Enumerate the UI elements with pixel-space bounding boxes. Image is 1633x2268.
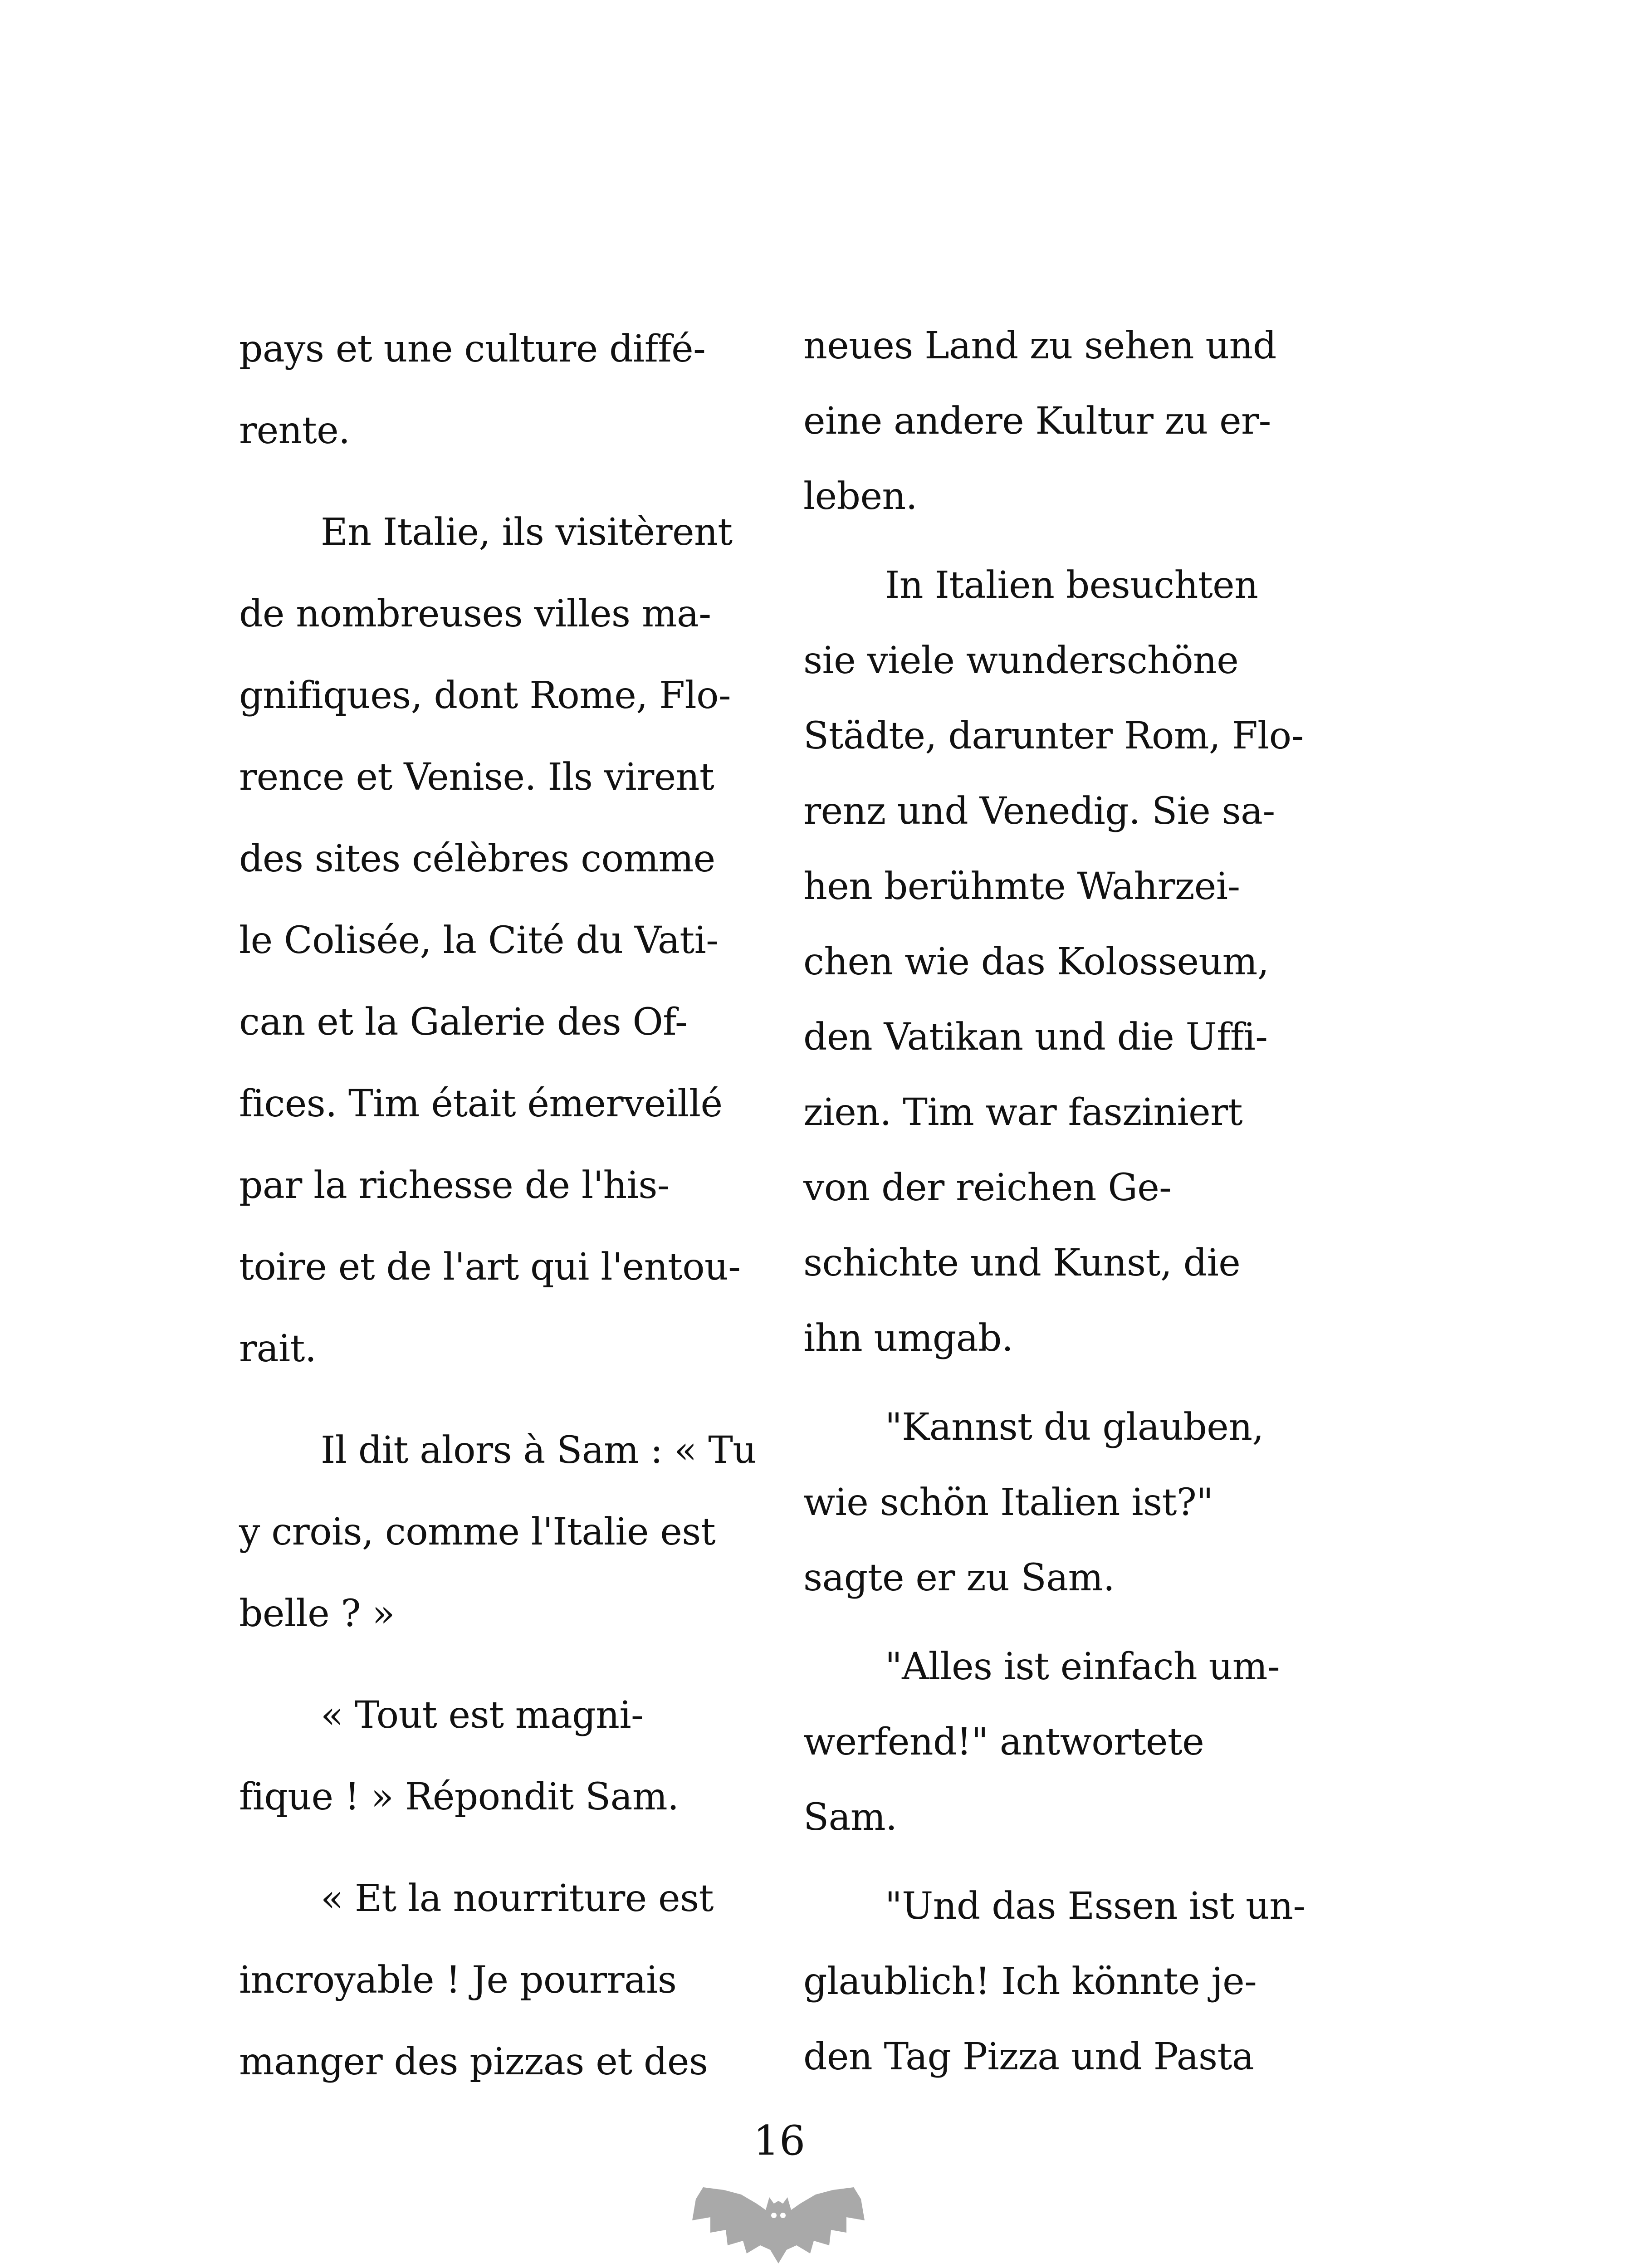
de-line: chen wie das Kolosseum,: [803, 940, 1269, 983]
fr-paragraph-4: [239, 1675, 783, 1838]
fr-line: y crois, comme l'Italie est: [239, 1510, 716, 1554]
de-line: leben.: [803, 475, 918, 518]
fr-line: gnifiques, dont Rome, Flo-: [239, 674, 731, 717]
fr-line: des sites célèbres comme: [239, 837, 715, 880]
fr-line: « Et la nourriture est: [321, 1877, 714, 1920]
de-line: "Kannst du glauben,: [885, 1406, 1264, 1449]
fr-line: rence et Venise. Ils virent: [239, 756, 714, 799]
german-column: [803, 308, 1348, 2108]
de-line: eine andere Kultur zu er-: [803, 400, 1271, 443]
fr-line: manger des pizzas et des: [239, 2040, 708, 2083]
de-line: ihn umgab.: [803, 1317, 1013, 1360]
fr-line: fique ! » Répondit Sam.: [239, 1775, 679, 1818]
de-line: zien. Tim war fasziniert: [803, 1091, 1243, 1134]
fr-line: de nombreuses villes ma-: [239, 592, 711, 635]
de-line: von der reichen Ge-: [803, 1166, 1172, 1209]
de-line: sagte er zu Sam.: [803, 1556, 1115, 1599]
de-line: werfend!" antwortete: [803, 1721, 1204, 1764]
de-paragraph-1: [803, 308, 1348, 534]
fr-line: rente.: [239, 409, 350, 452]
de-line: "Und das Essen ist un-: [885, 1885, 1305, 1928]
fr-line: rait.: [239, 1327, 317, 1370]
de-paragraph-5: [803, 1869, 1348, 2095]
fr-line: « Tout est magni-: [321, 1694, 644, 1737]
de-line: den Tag Pizza und Pasta: [803, 2035, 1254, 2078]
de-line: glaublich! Ich könnte je-: [803, 1960, 1257, 2003]
fr-line: can et la Galerie des Of-: [239, 1001, 688, 1044]
fr-paragraph-1: [239, 308, 783, 472]
fr-paragraph-2: [239, 492, 783, 1390]
fr-paragraph-3: [239, 1410, 783, 1655]
de-line: schichte und Kunst, die: [803, 1242, 1241, 1285]
fr-line: incroyable ! Je pourrais: [239, 1959, 677, 2002]
de-line: In Italien besuchten: [885, 564, 1258, 607]
fr-line: toire et de l'art qui l'entou-: [239, 1246, 741, 1289]
fr-line: En Italie, ils visitèrent: [321, 511, 733, 554]
de-line: wie schön Italien ist?": [803, 1481, 1213, 1524]
de-line: neues Land zu sehen und: [803, 324, 1276, 367]
bat-icon: [692, 2177, 865, 2263]
de-paragraph-2: [803, 548, 1348, 1376]
fr-line: fices. Tim était émerveillé: [239, 1082, 723, 1125]
de-paragraph-4: [803, 1629, 1348, 1855]
page-number: 16: [753, 2117, 806, 2165]
fr-line: pays et une culture diffé-: [239, 327, 706, 371]
de-paragraph-3: [803, 1390, 1348, 1616]
de-line: hen berühmte Wahrzei-: [803, 865, 1240, 908]
de-line: "Alles ist einfach um-: [885, 1645, 1280, 1688]
fr-line: par la richesse de l'his-: [239, 1164, 670, 1207]
fr-line: Il dit alors à Sam : « Tu: [321, 1429, 757, 1472]
de-line: den Vatikan und die Uffi-: [803, 1016, 1268, 1059]
de-line: sie viele wunderschöne: [803, 639, 1239, 682]
fr-paragraph-5: [239, 1858, 783, 2103]
de-line: Sam.: [803, 1796, 897, 1839]
de-line: renz und Venedig. Sie sa-: [803, 790, 1275, 833]
french-column: [239, 308, 783, 2123]
de-line: Städte, darunter Rom, Flo-: [803, 714, 1304, 758]
fr-line: le Colisée, la Cité du Vati-: [239, 919, 719, 962]
fr-line: belle ? »: [239, 1592, 395, 1635]
